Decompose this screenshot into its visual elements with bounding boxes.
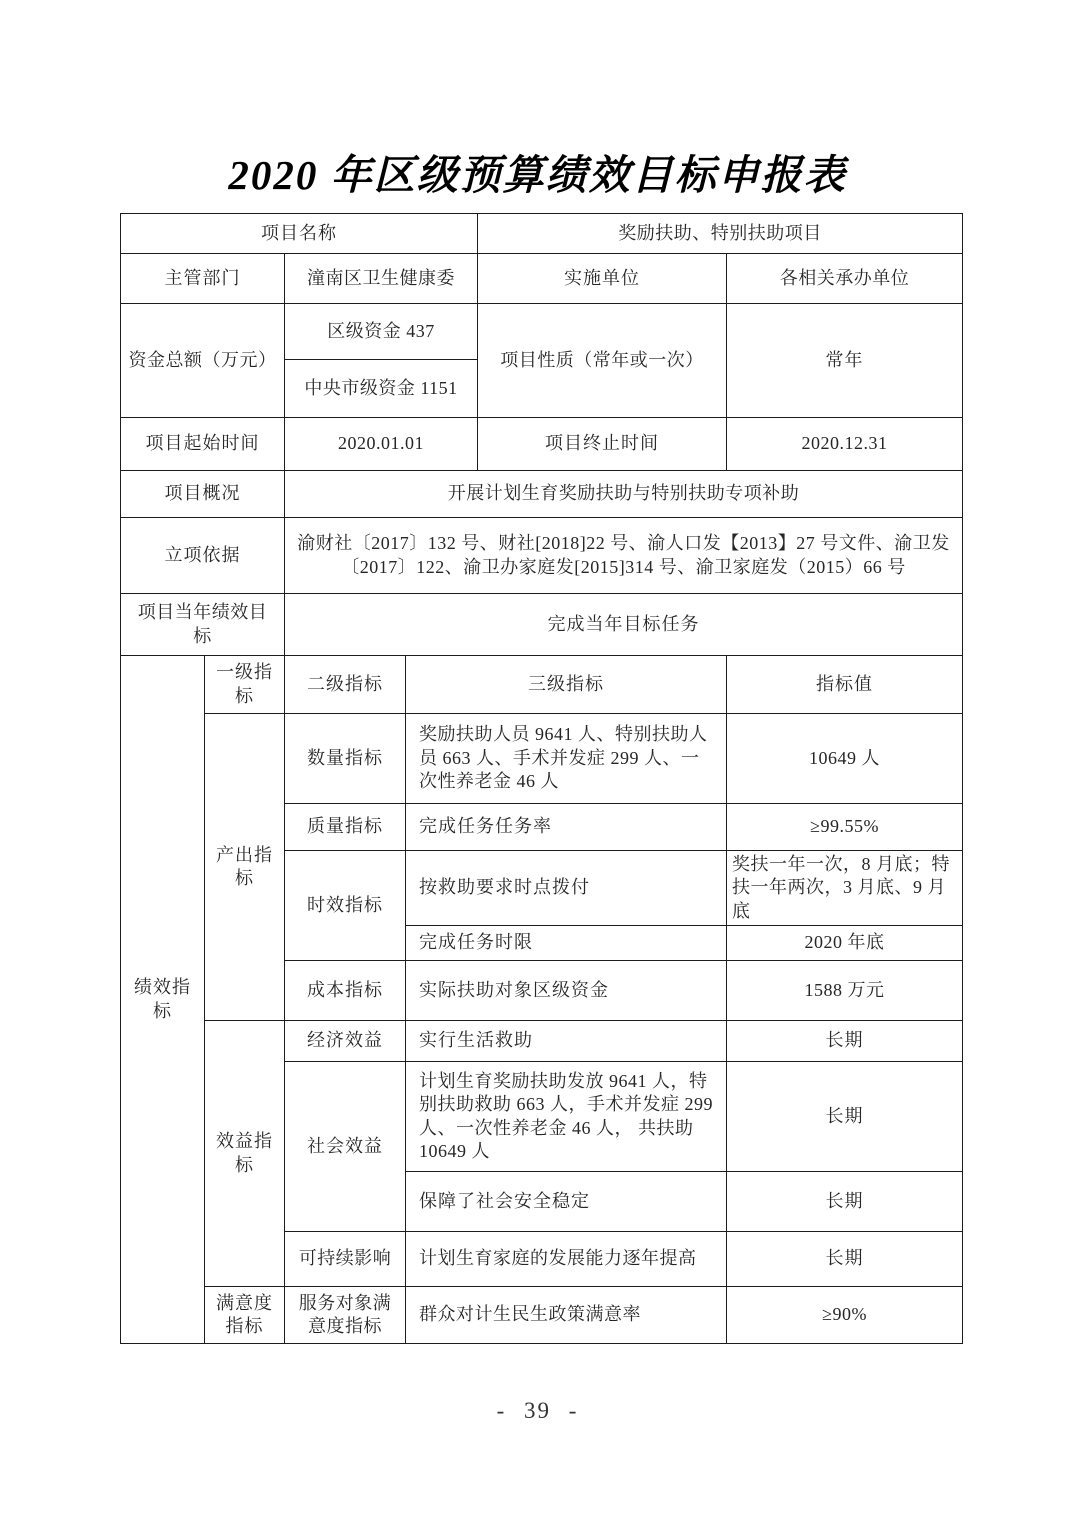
page-number: - 39 - bbox=[496, 1398, 579, 1423]
end-date-value: 2020.12.31 bbox=[727, 418, 963, 471]
level3-sustainability: 计划生育家庭的发展能力逐年提高 bbox=[406, 1232, 727, 1287]
header-level3: 三级指标 bbox=[406, 656, 727, 714]
indicators-section-label: 绩效指标 bbox=[121, 656, 205, 1344]
project-nature-value: 常年 bbox=[727, 304, 963, 418]
row-basis bbox=[121, 518, 963, 594]
dept-label: 主管部门 bbox=[121, 254, 285, 304]
level1-benefit: 效益指标 bbox=[205, 1021, 285, 1287]
annual-goal-label: 项目当年绩效目标 bbox=[121, 594, 285, 656]
overview-label: 项目概况 bbox=[121, 471, 285, 518]
value-quantity: 10649 人 bbox=[727, 714, 963, 804]
level3-economic: 实行生活救助 bbox=[406, 1021, 727, 1062]
value-quality: ≥99.55% bbox=[727, 804, 963, 851]
level3-social-2: 保障了社会安全稳定 bbox=[406, 1172, 727, 1232]
level1-satisfaction: 满意度指标 bbox=[205, 1287, 285, 1344]
level3-satisfaction: 群众对计生民生政策满意率 bbox=[406, 1287, 727, 1344]
row-economic bbox=[121, 1021, 963, 1062]
project-name-label: 项目名称 bbox=[121, 214, 478, 254]
row-departments bbox=[121, 254, 963, 304]
page-title: 2020 年区级预算绩效目标申报表 bbox=[228, 152, 847, 198]
row-quantity bbox=[121, 714, 963, 804]
row-indicator-header bbox=[121, 656, 963, 714]
value-satisfaction: ≥90% bbox=[727, 1287, 963, 1344]
level1-output: 产出指标 bbox=[205, 714, 285, 1021]
project-nature-label: 项目性质（常年或一次） bbox=[478, 304, 727, 418]
impl-value: 各相关承办单位 bbox=[727, 254, 963, 304]
start-date-value: 2020.01.01 bbox=[285, 418, 478, 471]
value-cost: 1588 万元 bbox=[727, 961, 963, 1021]
annual-goal-value: 完成当年目标任务 bbox=[285, 594, 963, 656]
value-economic: 长期 bbox=[727, 1021, 963, 1062]
level2-quantity: 数量指标 bbox=[285, 714, 406, 804]
value-social-2: 长期 bbox=[727, 1172, 963, 1232]
row-annual-goal bbox=[121, 594, 963, 656]
level2-cost: 成本指标 bbox=[285, 961, 406, 1021]
row-project-name bbox=[121, 214, 963, 254]
basis-value: 渝财社〔2017〕132 号、财社[2018]22 号、渝人口发【2013】27 号文件、渝卫发〔2017〕122、渝卫办家庭发[2015]314 号、渝卫家庭发（2015）66 号 bbox=[285, 518, 963, 594]
value-timeliness-2: 2020 年底 bbox=[727, 926, 963, 961]
basis-label: 立项依据 bbox=[121, 518, 285, 594]
level3-quantity: 奖励扶助人员 9641 人、特别扶助人员 663 人、手术并发症 299 人、一次性养老金 46 人 bbox=[406, 714, 727, 804]
row-dates bbox=[121, 418, 963, 471]
value-sustainability: 长期 bbox=[727, 1232, 963, 1287]
project-name-value: 奖励扶助、特别扶助项目 bbox=[478, 214, 963, 254]
value-timeliness-1: 奖扶一年一次，8 月底；特扶一年两次，3 月底、9 月底 bbox=[727, 851, 963, 926]
header-level2: 二级指标 bbox=[285, 656, 406, 714]
budget-performance-table bbox=[120, 213, 963, 1344]
fund-total-label: 资金总额（万元） bbox=[121, 304, 285, 418]
impl-label: 实施单位 bbox=[478, 254, 727, 304]
value-social-1: 长期 bbox=[727, 1062, 963, 1172]
level3-cost: 实际扶助对象区级资金 bbox=[406, 961, 727, 1021]
row-satisfaction bbox=[121, 1287, 963, 1344]
level2-social: 社会效益 bbox=[285, 1062, 406, 1232]
header-value: 指标值 bbox=[727, 656, 963, 714]
start-date-label: 项目起始时间 bbox=[121, 418, 285, 471]
level3-timeliness-1: 按救助要求时点拨付 bbox=[406, 851, 727, 926]
level3-timeliness-2: 完成任务时限 bbox=[406, 926, 727, 961]
row-funds-district bbox=[121, 304, 963, 360]
level2-satisfaction: 服务对象满意度指标 bbox=[285, 1287, 406, 1344]
level3-social-1: 计划生育奖励扶助发放 9641 人，特别扶助救助 663 人，手术并发症 299 人、一次性养老金 46 人， 共扶助 10649 人 bbox=[406, 1062, 727, 1172]
dept-value: 潼南区卫生健康委 bbox=[285, 254, 478, 304]
overview-value: 开展计划生育奖励扶助与特别扶助专项补助 bbox=[285, 471, 963, 518]
row-overview bbox=[121, 471, 963, 518]
fund-central-value: 中央市级资金 1151 bbox=[285, 360, 478, 418]
level2-sustainability: 可持续影响 bbox=[285, 1232, 406, 1287]
end-date-label: 项目终止时间 bbox=[478, 418, 727, 471]
fund-district-value: 区级资金 437 bbox=[285, 304, 478, 360]
level2-quality: 质量指标 bbox=[285, 804, 406, 851]
level3-quality: 完成任务任务率 bbox=[406, 804, 727, 851]
header-level1: 一级指标 bbox=[205, 656, 285, 714]
level2-economic: 经济效益 bbox=[285, 1021, 406, 1062]
level2-timeliness: 时效指标 bbox=[285, 851, 406, 961]
